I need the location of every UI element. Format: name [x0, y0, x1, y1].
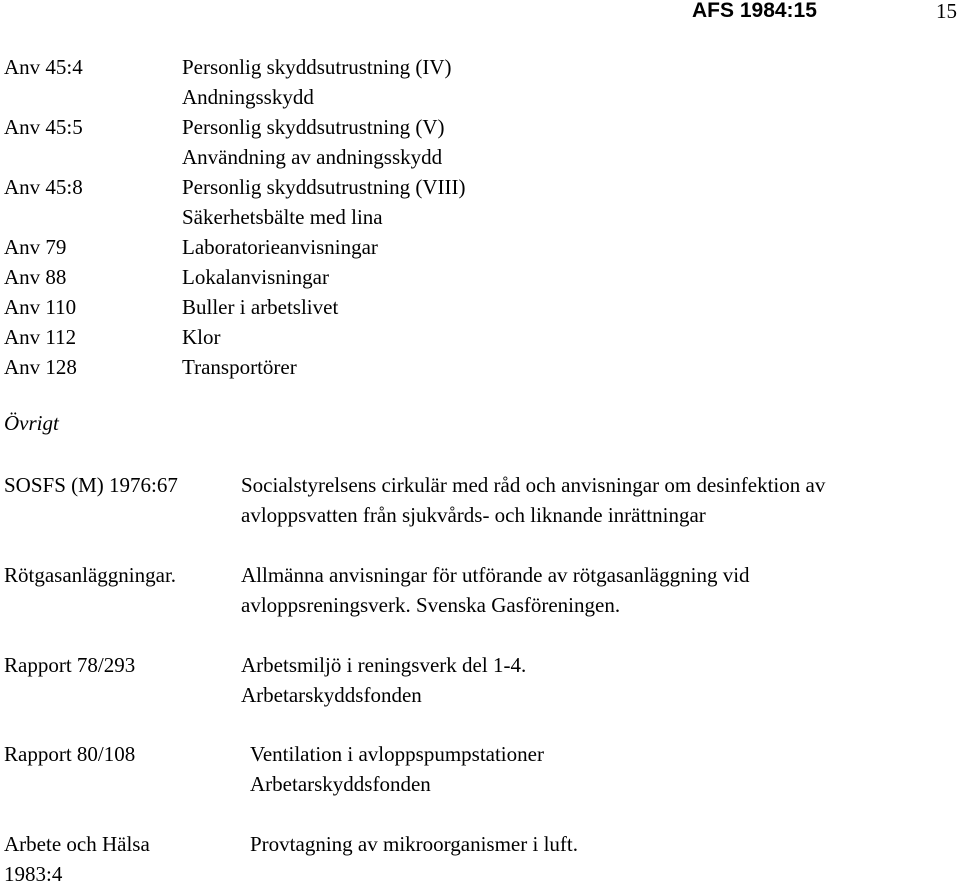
reference-code: Anv 79 [4, 235, 67, 259]
other-item-code [4, 739, 135, 769]
reference-description-line: Användning av andningsskydd [182, 145, 443, 169]
reference-description-line: Buller i arbetslivet [182, 295, 339, 319]
reference-description [182, 112, 445, 172]
reference-description [182, 232, 378, 262]
other-item-description-line: avloppsreningsverk. Svenska Gasföreningen. [241, 593, 621, 617]
other-item-description-line: Arbetsmiljö i reningsverk del 1-4. [241, 653, 527, 677]
other-item-description [241, 470, 825, 530]
reference-row [4, 112, 465, 172]
reference-description-line: Transportörer [182, 355, 297, 379]
other-item-description [250, 739, 544, 799]
section-heading: Övrigt [4, 411, 59, 435]
reference-description-line: Laboratorieanvisningar [182, 235, 378, 259]
other-item-code-line: Arbete och Hälsa [4, 832, 150, 856]
other-item-code-line: SOSFS (M) 1976:67 [4, 473, 178, 497]
other-item-code [4, 650, 135, 680]
reference-description-line: Personlig skyddsutrustning (VIII) [182, 175, 466, 199]
reference-description [182, 322, 221, 352]
reference-description-line: Personlig skyddsutrustning (IV) [182, 55, 452, 79]
reference-description [182, 352, 297, 382]
other-item-code-line: Rapport 80/108 [4, 742, 136, 766]
reference-row [4, 52, 465, 112]
other-item-description-line: avloppsvatten från sjukvårds- och liknande inrättningar [241, 503, 706, 527]
reference-description-line: Personlig skyddsutrustning (V) [182, 115, 445, 139]
reference-list [4, 52, 465, 382]
other-item-description-line: Arbetarskyddsfonden [241, 683, 422, 707]
reference-code: Anv 45:4 [4, 55, 83, 79]
reference-row [4, 292, 465, 322]
reference-row [4, 232, 465, 262]
other-item-description [241, 650, 526, 710]
reference-code: Anv 45:5 [4, 115, 83, 139]
reference-code: Anv 45:8 [4, 175, 83, 199]
reference-code: Anv 112 [4, 325, 77, 349]
other-item-code-line: 1983:4 [4, 862, 63, 886]
reference-description [182, 292, 338, 322]
other-item-description [241, 560, 750, 620]
reference-row [4, 322, 465, 352]
other-item-code [4, 829, 150, 889]
reference-row [4, 262, 465, 292]
reference-description [182, 52, 452, 112]
other-item-code-line: Rapport 78/293 [4, 653, 136, 677]
other-item-description-line: Allmänna anvisningar för utförande av rötgasanläggning vid [241, 563, 750, 587]
other-item-code-line: Rötgasanläggningar. [4, 563, 177, 587]
reference-code: Anv 110 [4, 295, 77, 319]
other-item-description [250, 829, 578, 859]
other-item-code [4, 560, 176, 590]
reference-row [4, 172, 465, 232]
reference-description-line: Andningsskydd [182, 85, 314, 109]
page-number: 15 [936, 0, 957, 23]
other-item-description-line: Arbetarskyddsfonden [250, 772, 431, 796]
other-item-description-line: Ventilation i avloppspumpstationer [250, 742, 544, 766]
other-item-code [4, 470, 178, 500]
reference-code: Anv 128 [4, 355, 77, 379]
reference-code: Anv 88 [4, 265, 67, 289]
reference-description [182, 262, 329, 292]
other-item-description-line: Provtagning av mikroorganismer i luft. [250, 832, 578, 856]
document-id: AFS 1984:15 [692, 0, 817, 22]
reference-description [182, 172, 465, 232]
reference-description-line: Klor [182, 325, 221, 349]
reference-description-line: Lokalanvisningar [182, 265, 329, 289]
other-item-description-line: Socialstyrelsens cirkulär med råd och anvisningar om desinfektion av [241, 473, 826, 497]
reference-row [4, 352, 465, 382]
reference-description-line: Säkerhetsbälte med lina [182, 205, 383, 229]
